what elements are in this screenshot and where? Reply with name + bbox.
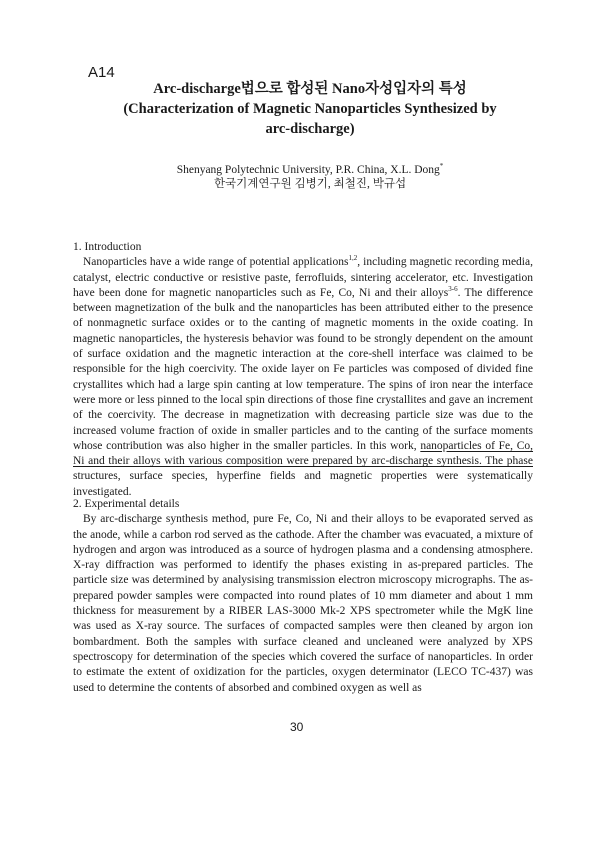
title-korean: Arc-discharge법으로 합성된 Nano자성입자의 특성 [153,81,467,97]
corresponding-author-mark: * [439,162,444,170]
affiliation-english-text: Shenyang Polytechnic University, P.R. China, X.L. Dong [176,163,440,176]
page-number: 30 [290,720,304,734]
experimental-heading: 2. Experimental details [73,498,180,510]
intro-text-c: . The difference between magnetization of the bulk and the nanoparticles has been attributed either to the presence of nonmagnetic surface oxides or to the canting of magnetic moments in the oxide coating. In magnetic nanoparticles, the hysteresis behavior was found to be strongly dependent on the amount of surface oxidation and the magnetic interaction at the core-shell interface was claimed to be responsible for the high coercivity. The oxide layer on Fe particles was composed of divided fine crystallites which had a large spin canting at low temperature. The spins of iron near the interface were more or less pinned to the local spin directions of those fine crystallites and gave an increment of the coercivity. The decrease in magnetization with decreasing particle size was due to the increased volume fraction of oxide in smaller particles and to the canting of the surface moments whose contribution was also higher in the smaller particles. In this work, [73,286,533,452]
experimental-paragraph: By arc-discharge synthesis method, pure Fe, Co, Ni and their alloys to be evaporated served as the anode, while a carbon rod served as the cathode. After the chamber was evacuated, a mixture of hydrogen and argon was introduced as a source of hydrogen plasma and a condensing atmosphere. X-ray diffraction was performed to identify the phases existing in as-prepared particles. The particle size was determined by analysising transmission electron microscopy micrographs. The as-prepared powder samples were compacted into round plates of 10 mm diameter and about 1 mm thickness for measurement by a RIBER LAS-3000 Mk-2 XPS spectrometer while the MgK line was used as X-ray source. The surfaces of compacted samples were then cleaned by argon ion bombardment. Both the samples with surface cleaned and uncleaned were analyzed by XPS spectroscopy for determination of the species which covered the surface of nanoparticles. In order to estimate the extent of oxidization for the particles, oxygen determinator (LECO TC-437) was used to determine the contents of absorbed and combined oxygen as well as [73,513,533,694]
intro-text-a: Nanoparticles have a wide range of potential applications [83,256,349,269]
introduction-paragraph [73,255,533,500]
underlined-passage: nanoparticles of Fe, Co, Ni and their alloys with various composition were prepared by arc-discharge synthesis. The phase [73,439,534,468]
title-english-line2: arc-discharge) [265,121,355,137]
intro-text-b: , including magnetic recording media, catalyst, electric conductive or resistive paste, ferrofluids, sintering accelerator, etc. Investigation have been done for magnetic nanoparticles such as Fe, Co, Ni and their alloys [73,256,533,299]
affiliation-korean: 한국기계연구원 김병기, 최철진, 박규섭 [213,178,407,190]
title-english-line1: (Characterization of Magnetic Nanoparticles Synthesized by [123,101,497,117]
introduction-heading: 1. Introduction [73,241,142,253]
affiliation-english [40,158,580,178]
intro-text-d: structures, surface species, hyperfine fields and magnetic properties were systematically investigated. [73,470,533,498]
experimental-section [73,497,533,696]
citation-3-6: 3-6 [448,285,458,294]
abstract-code: A14 [88,64,115,81]
citation-1-2: 1,2 [348,254,358,263]
introduction-section [73,240,533,500]
